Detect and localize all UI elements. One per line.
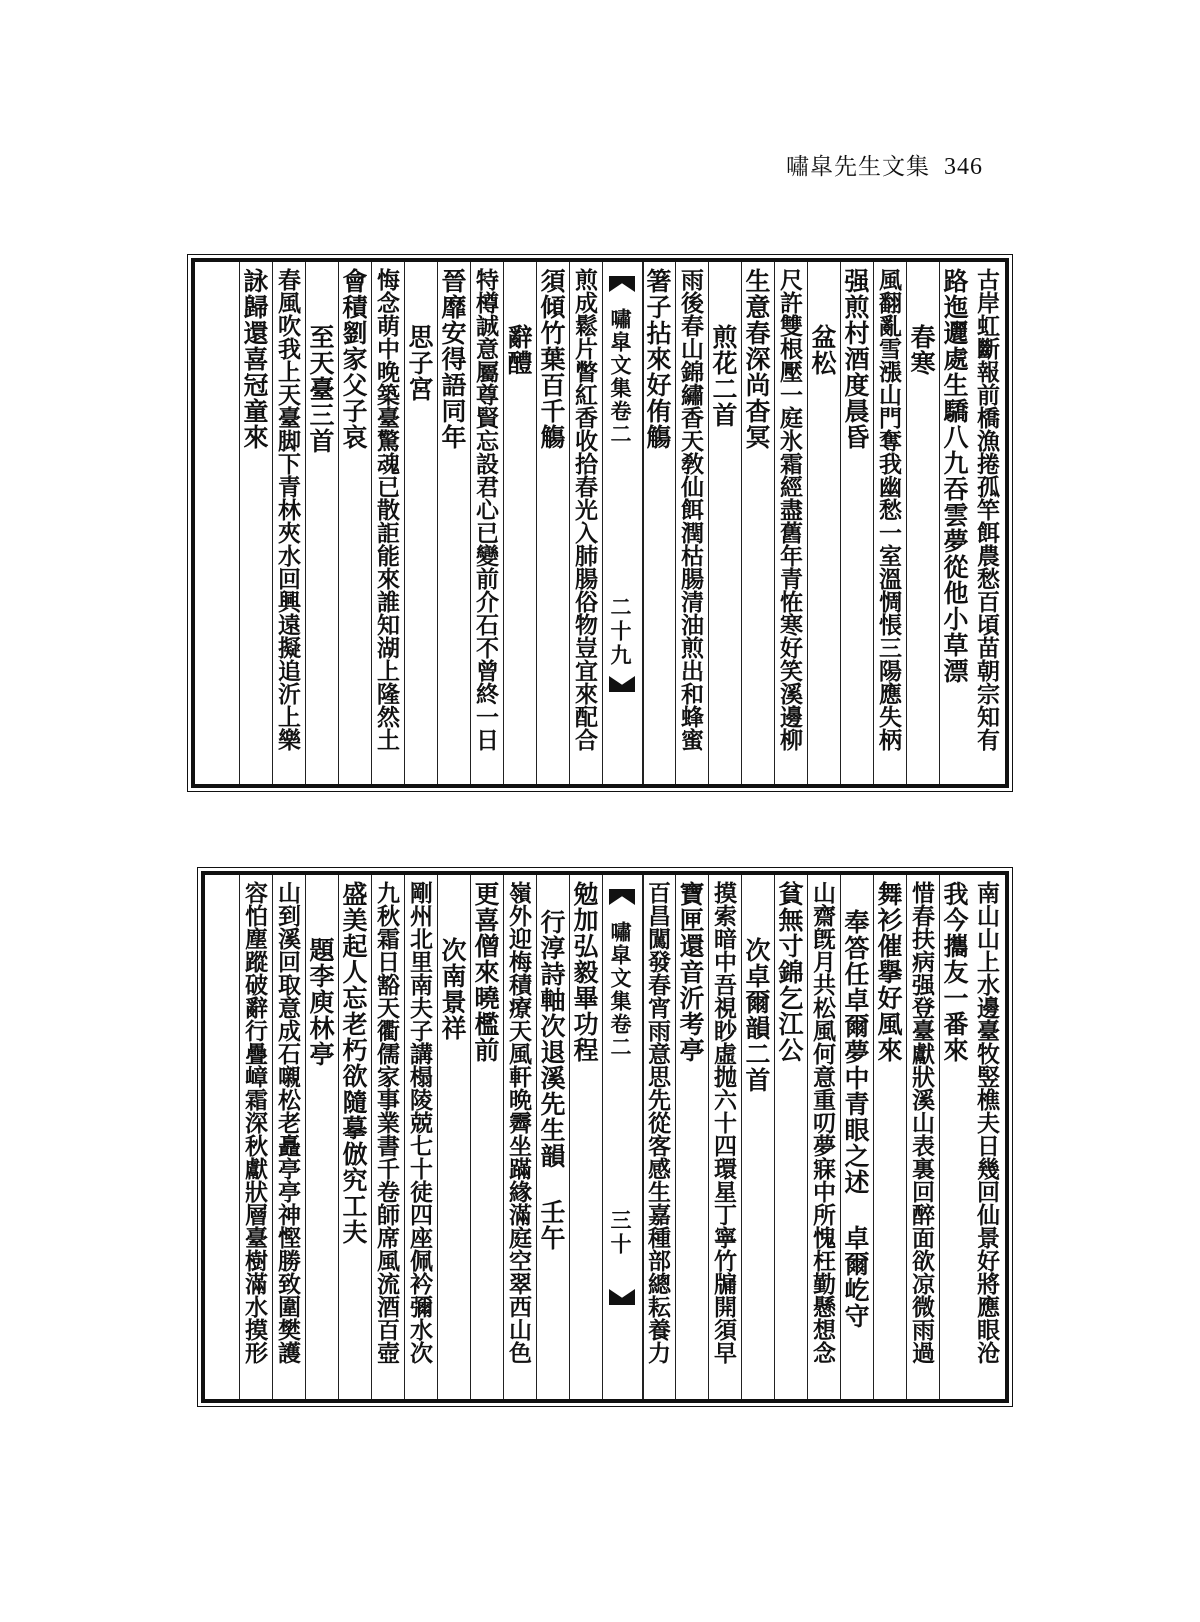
poem-line: 容怕塵蹤破辭行疊嶂霜深秋獻狀層臺樹滿水摸形	[241, 881, 268, 1364]
poem-title: 至天臺三首	[306, 324, 335, 454]
center-fold	[602, 262, 644, 784]
poem-line: 山到溪回取意成石嚫松老矗亭亭神慳勝致圍樊護	[274, 881, 301, 1364]
text-column	[708, 262, 742, 784]
poem-title: 思子宮	[405, 324, 434, 402]
poem-line: 晉靡安得語同年	[438, 268, 467, 450]
poem-line: 貧無寸錦乞江公	[775, 881, 804, 1063]
text-column	[536, 875, 570, 1399]
text-column	[873, 875, 907, 1399]
poem-title: 春寒	[907, 324, 936, 376]
poem-line: 我今攜友一番來	[940, 881, 969, 1063]
text-column	[371, 262, 405, 784]
poem-line: 煎成鬆片瞥紅香收拾春光入肺腸俗物豈宜來配合	[571, 268, 598, 751]
text-column	[840, 262, 874, 784]
text-column	[371, 875, 405, 1399]
fish-tail-mark-icon	[609, 276, 635, 292]
text-column	[939, 875, 973, 1399]
text-column	[239, 875, 273, 1399]
poem-line: 路迤邐處生驕八九吞雲夢從他小草漂	[940, 268, 969, 684]
text-column	[972, 875, 1005, 1399]
poem-line: 雨後春山錦繡香天敎仙餌潤枯腸清油煎出和蜂蜜	[677, 268, 704, 751]
poem-line: 風翻亂雪漲山門奪我幽愁一室溫惆悵三陽應失柄	[875, 268, 902, 751]
text-column	[338, 262, 372, 784]
text-column	[503, 875, 537, 1399]
text-column	[404, 262, 438, 784]
poem-line: 剛州北里南夫子講榻陵兢七十徒四座佩衿彌水次	[406, 881, 433, 1364]
book-title: 嘯皐先生文集	[786, 154, 930, 180]
scanned-page-top	[191, 258, 1009, 788]
poem-line: 春風吹我上天臺脚下青林夾水回興遠擬追沂上樂	[274, 268, 301, 751]
text-column	[503, 262, 537, 784]
text-column	[437, 875, 471, 1399]
fish-tail-mark-icon	[609, 676, 635, 692]
poem-line: 强煎村酒度晨昏	[841, 268, 870, 450]
poem-title: 次南景祥	[438, 937, 467, 1041]
text-column	[338, 875, 372, 1399]
poem-line: 更喜僧來曉檻前	[471, 881, 500, 1063]
poem-line: 箸子拈來好侑觴	[643, 268, 672, 450]
poem-title: 盆松	[808, 324, 837, 376]
poem-line: 古岸虹斷報前橋漁捲孤竿餌農愁百頃苗朝宗知有	[973, 268, 1000, 751]
text-column	[536, 262, 570, 784]
poem-line: 惜春扶病强登臺獻狀溪山表裏回醉面欲凉微雨過	[908, 881, 935, 1364]
page-number: 346	[944, 154, 983, 180]
text-column	[642, 875, 676, 1399]
poem-line: 須傾竹葉百千觴	[537, 268, 566, 450]
poem-line: 舞衫催擧好風來	[874, 881, 903, 1063]
poem-title: 奉答任卓爾夢中青眼之述 卓爾屹守	[841, 909, 870, 1329]
fold-title: 嘯皐文集卷二	[608, 921, 633, 1059]
text-column	[906, 875, 940, 1399]
center-fold	[602, 875, 644, 1399]
text-column	[470, 875, 504, 1399]
text-column	[675, 875, 709, 1399]
text-column	[569, 262, 603, 784]
text-column	[807, 875, 841, 1399]
margin	[195, 262, 239, 784]
text-column	[807, 262, 841, 784]
poem-line: 生意春深尚杳冥	[742, 268, 771, 450]
text-column	[939, 262, 973, 784]
text-column	[873, 262, 907, 784]
text-column	[305, 875, 339, 1399]
poem-line: 盛美起人忘老朽欲隨摹倣究工夫	[339, 881, 368, 1245]
poem-line: 九秋霜日豁天衢儒家事業書千卷師席風流酒百壺	[373, 881, 400, 1364]
text-column	[741, 262, 775, 784]
fish-tail-mark-icon	[609, 889, 635, 905]
poem-title: 辭醴	[504, 324, 533, 376]
text-column	[239, 262, 273, 784]
poem-line: 勉加弘毅畢功程	[570, 881, 599, 1063]
scanned-page-bottom	[201, 871, 1009, 1403]
text-column	[774, 875, 808, 1399]
text-column	[708, 875, 742, 1399]
poem-line: 百昌闖發春宵雨意思先從客感生嘉種部總耘養力	[644, 881, 671, 1364]
poem-line: 摸索暗中吾視眇虛抛六十四環星丁寧竹牖開須早	[710, 881, 737, 1364]
fold-page-number: 二十九	[608, 596, 633, 668]
poem-line: 會積劉家父子哀	[339, 268, 368, 450]
text-column	[404, 875, 438, 1399]
poem-line: 詠歸還喜冠童來	[240, 268, 269, 450]
fish-tail-mark-icon	[609, 1289, 635, 1305]
text-column	[272, 875, 306, 1399]
text-column	[272, 262, 306, 784]
text-column	[305, 262, 339, 784]
poem-title: 次卓爾韻二首	[742, 937, 771, 1093]
text-column	[972, 262, 1005, 784]
poem-line: 特樽誠意屬尊賢忘設君心已變前介石不曾終一日	[472, 268, 499, 751]
text-column	[840, 875, 874, 1399]
text-column	[642, 262, 676, 784]
text-column	[906, 262, 940, 784]
poem-title: 題李庾林亭	[306, 937, 335, 1067]
text-column	[437, 262, 471, 784]
poem-line: 山齋旣月共松風何意重叨夢寐中所愧枉勤懸想念	[809, 881, 836, 1364]
poem-line: 南山山上水邊臺牧竪樵夫日幾回仙景好將應眼沧	[973, 881, 1000, 1364]
text-column	[470, 262, 504, 784]
text-column	[569, 875, 603, 1399]
margin	[205, 875, 239, 1399]
text-column	[774, 262, 808, 784]
running-header	[786, 148, 983, 181]
text-column	[741, 875, 775, 1399]
fold-page-number: 三十	[608, 1209, 633, 1257]
poem-line: 尺許雙根壓一庭氷霜經盡舊年青恠寒好笑溪邊柳	[776, 268, 803, 751]
poem-line: 悔念萌中晚築臺驚魂已散詎能來誰知湖上隆然土	[373, 268, 400, 751]
fold-title: 嘯皐文集卷二	[608, 308, 633, 446]
poem-line: 寶匣還音沂考亭	[676, 881, 705, 1063]
text-column	[675, 262, 709, 784]
poem-title: 煎花二首	[709, 324, 738, 428]
poem-line: 嶺外迎梅積療天風軒晩霽坐蹣緣滿庭空翠西山色	[505, 881, 532, 1364]
poem-title: 行淳詩軸次退溪先生韻 壬午	[537, 909, 566, 1251]
